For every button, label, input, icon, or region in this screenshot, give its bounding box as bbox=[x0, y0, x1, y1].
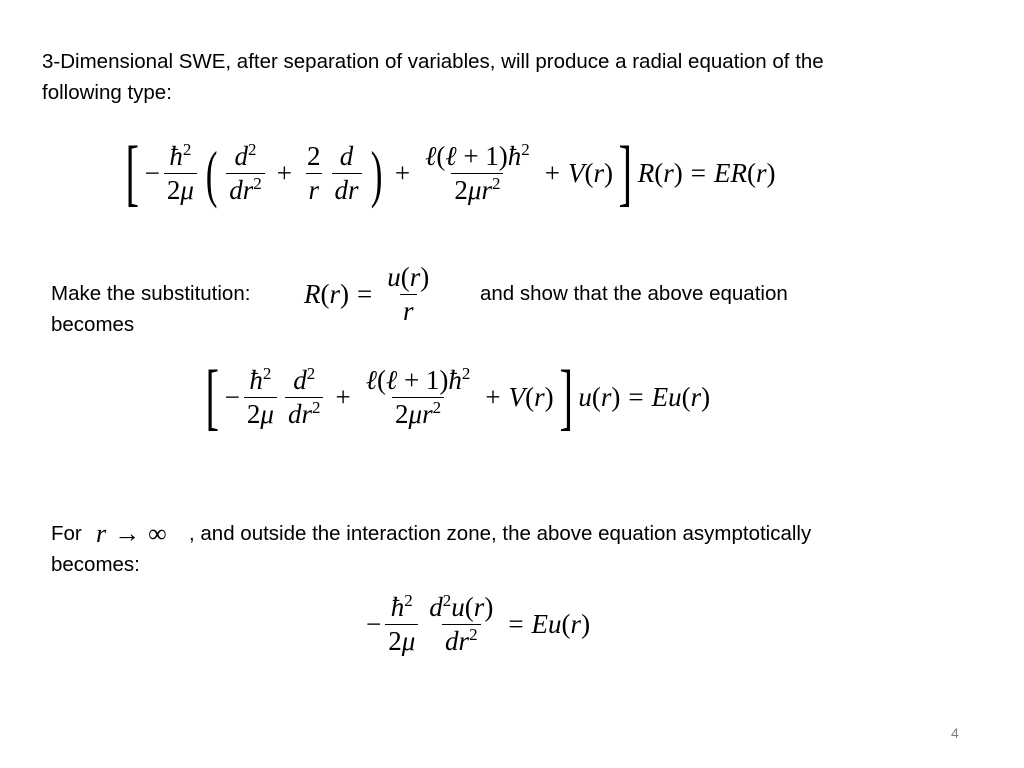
page-number: 4 bbox=[951, 725, 959, 741]
limit-expression: r → ∞ bbox=[96, 519, 167, 548]
substitution-trail: and show that the above equation bbox=[480, 282, 788, 305]
substitution-equation: R(r) = $\frac{u(r)}{r}$ bbox=[304, 262, 430, 326]
asymptotic-line-2: becomes: bbox=[51, 553, 140, 576]
radial-equation: [ − $\frac{ħ^2}{2\mu}$ ( $\frac{d^2}{dr^2}$ + $\frac{2}{r}$ $\frac{d}{dr}$ ) + $\frac{\ell(\ell + 1)ħ^2}{2\mu r^2}$ + V(r) ] R(r) = ER(r) bbox=[125, 132, 776, 214]
intro-line-1: 3-Dimensional SWE, after separation of variables, will produce a radial equation of the bbox=[42, 50, 824, 73]
reduced-radial-equation: [ − $\frac{ħ^2}{2\mu}$ $\frac{d^2}{dr^2}$ + $\frac{\ell(\ell + 1)ħ^2}{2\mu r^2}$ + V(r) ] u(r) = Eu(r) bbox=[205, 356, 711, 438]
asymptotic-lead: For bbox=[51, 522, 82, 545]
intro-line-2: following type: bbox=[42, 81, 172, 104]
asymptotic-trail: , and outside the interaction zone, the above equation asymptotically bbox=[189, 522, 812, 545]
substitution-lead: Make the substitution: bbox=[51, 282, 251, 305]
substitution-line-2: becomes bbox=[51, 313, 135, 336]
asymptotic-equation: − $\frac{ħ^2}{2\mu}$ $\frac{d^2u(r)}{dr^2}$ = Eu(r) bbox=[366, 591, 591, 656]
